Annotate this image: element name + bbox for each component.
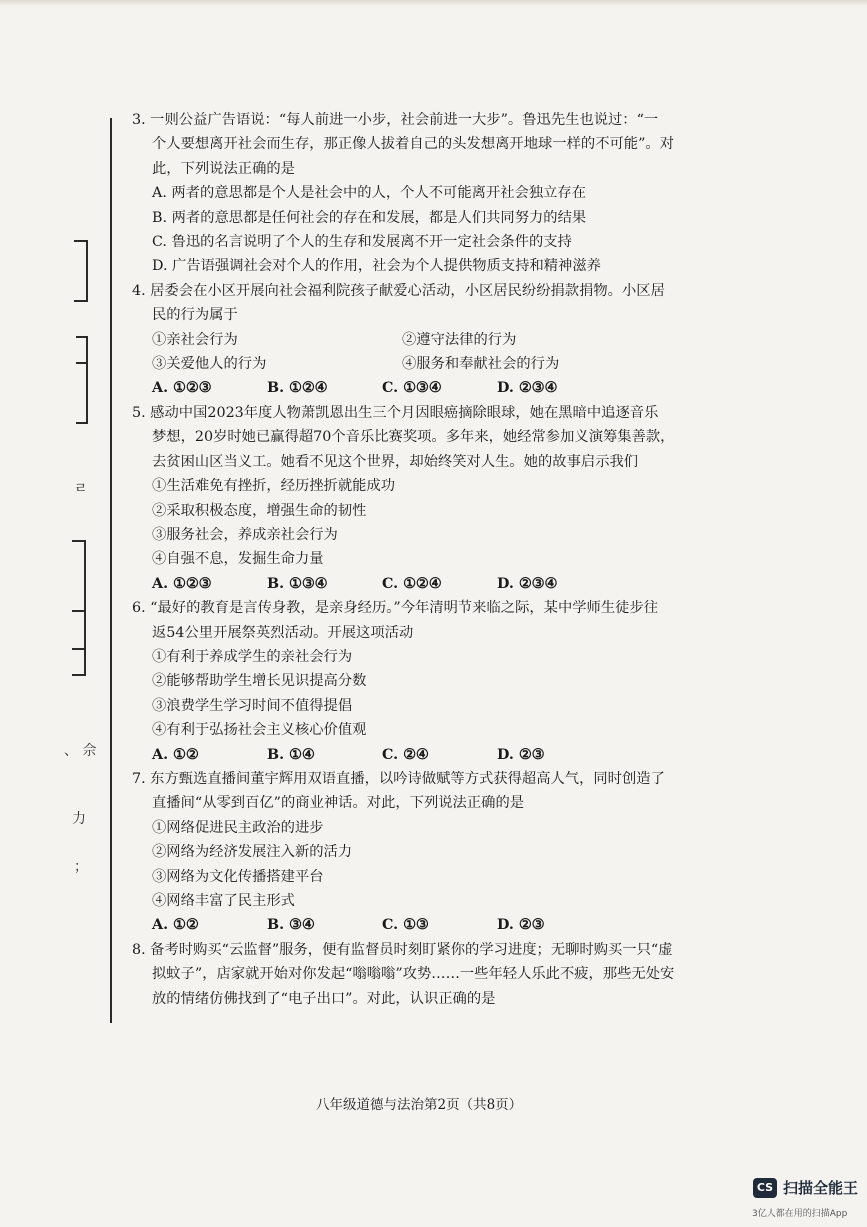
statement: ④服务和奉献社会的行为 (402, 356, 560, 373)
question-stem: 5. 感动中国2023年度人物萧凯恩出生三个月因眼癌摘除眼球，她在黑暗中追逐音乐 (132, 404, 659, 421)
statement: ③浪费学生学习时间不值得提倡 (152, 697, 353, 714)
statement: ③服务社会，养成亲社会行为 (152, 526, 338, 543)
binding-bracket (72, 610, 86, 612)
margin-char: 、 佘 (64, 743, 97, 759)
statement: ①有利于养成学生的亲社会行为 (152, 648, 353, 665)
question-stem: 4. 居委会在小区开展向社会福利院孩子献爱心活动，小区居民纷纷捐款捐物。小区居 (132, 282, 665, 299)
choice-c: C. ②④ (382, 746, 429, 763)
statement: ①亲社会行为 (152, 331, 238, 348)
choice-row (132, 913, 677, 937)
question-stem: 个人要想离开社会而生存，那正像人拔着自己的头发想离开地球一样的不可能”。对 (152, 136, 674, 153)
statement: ②遵守法律的行为 (402, 331, 517, 348)
question-stem: 8. 备考时购买“云监督”服务，便有监督员时刻盯紧你的学习进度；无聊时购买一只“虚 (132, 941, 673, 958)
statement: ③关爱他人的行为 (152, 356, 267, 373)
question-stem: 此，下列说法正确的是 (152, 160, 295, 177)
scan-top-edge (0, 0, 867, 6)
binding-bracket (84, 540, 86, 675)
question-stem: 直播间“从零到百亿”的商业神话。对此，下列说法正确的是 (152, 795, 525, 812)
choice-d: D. ②③④ (497, 380, 558, 397)
statement: ①网络促进民主政治的进步 (152, 819, 324, 836)
binding-bracket (76, 422, 88, 424)
choice-b: B. ①②④ (267, 380, 328, 397)
question-3 (132, 108, 677, 279)
choice-b: B. ①③④ (267, 575, 328, 592)
question-stem: 7. 东方甄选直播间董宇辉用双语直播，以吟诗做赋等方式获得超高人气，同时创造了 (132, 770, 665, 787)
question-content (132, 108, 677, 1011)
statement: ②能够帮助学生增长见识提高分数 (152, 673, 367, 690)
margin-char: ㄹ (74, 481, 88, 497)
page-footer: 八年级道德与法治第2页（共8页） (316, 1097, 523, 1113)
question-5 (132, 401, 677, 596)
question-stem: 放的情绪仿佛找到了“电子出口”。对此，认识正确的是 (152, 990, 496, 1007)
option-a: A. 两者的意思都是个人是社会中的人，个人不可能离开社会独立存在 (152, 185, 587, 202)
question-stem: 民的行为属于 (152, 307, 238, 324)
margin-char: 力 (72, 811, 86, 827)
statement: ④网络丰富了民主形式 (152, 893, 295, 909)
question-8 (132, 938, 677, 1011)
question-stem: 3. 一则公益广告语说：“每人前进一小步，社会前进一大步”。鲁迅先生也说过：“一 (132, 112, 659, 128)
question-stem: 梦想，20岁时她已赢得超70个音乐比赛奖项。多年来，她经常参加义演筹集善款， (152, 429, 675, 446)
choice-c: C. ①③ (382, 917, 429, 934)
choice-b: B. ①④ (267, 746, 315, 763)
option-c: C. 鲁迅的名言说明了个人的生存和发展离不开一定社会条件的支持 (152, 234, 572, 251)
choice-b: B. ③④ (267, 917, 315, 934)
question-7 (132, 767, 677, 938)
binding-margin-line (110, 118, 112, 1023)
binding-bracket (72, 648, 86, 650)
binding-bracket (86, 240, 88, 302)
choice-row (132, 376, 677, 400)
choice-a: A. ①②③ (152, 575, 212, 592)
choice-d: D. ②③④ (497, 575, 558, 592)
choice-a: A. ①②③ (152, 380, 212, 397)
binding-bracket (86, 336, 88, 424)
statement: ①生活难免有挫折，经历挫折就能成功 (152, 478, 396, 495)
choice-c: C. ①②④ (382, 575, 442, 592)
question-stem: 拟蚊子”，店家就开始对你发起“嗡嗡嗡”攻势……一些年轻人乐此不疲，那些无处安 (152, 966, 675, 983)
question-stem: 去贫困山区当义工。她看不见这个世界，却始终笑对人生。她的故事启示我们 (152, 453, 639, 470)
choice-row (132, 743, 677, 767)
option-d: D. 广告语强调社会对个人的作用，社会为个人提供物质支持和精神滋养 (152, 258, 601, 275)
question-6 (132, 596, 677, 767)
scanner-watermark (753, 1177, 858, 1198)
margin-char: ； (74, 859, 88, 875)
binding-bracket (74, 300, 88, 302)
choice-row (132, 572, 677, 596)
question-stem: 返54公里开展祭英烈活动。开展这项活动 (152, 624, 414, 641)
binding-bracket (76, 362, 88, 364)
choice-c: C. ①③④ (382, 380, 442, 397)
choice-a: A. ①② (152, 917, 199, 934)
binding-bracket (72, 674, 86, 676)
choice-d: D. ②③ (497, 917, 545, 934)
choice-d: D. ②③ (497, 746, 545, 763)
watermark-subtitle: 3亿人都在用的扫描App (752, 1209, 848, 1219)
statement: ③网络为文化传播搭建平台 (152, 868, 324, 885)
watermark-title: 扫描全能王 (783, 1179, 859, 1197)
choice-a: A. ①② (152, 746, 199, 763)
question-stem: 6. “最好的教育是言传身教，是亲身经历。”今年清明节来临之际，某中学师生徒步往 (132, 600, 659, 617)
statement: ②采取积极态度，增强生命的韧性 (152, 502, 367, 519)
statement: ②网络为经济发展注入新的活力 (152, 844, 353, 861)
option-b: B. 两者的意思都是任何社会的存在和发展，都是人们共同努力的结果 (152, 209, 587, 226)
camscanner-logo-icon: CS (753, 1178, 777, 1198)
statement: ④有利于弘扬社会主义核心价值观 (152, 722, 367, 739)
statement-grid (132, 328, 677, 377)
statement: ④自强不息，发掘生命力量 (152, 551, 324, 568)
question-4 (132, 279, 677, 401)
